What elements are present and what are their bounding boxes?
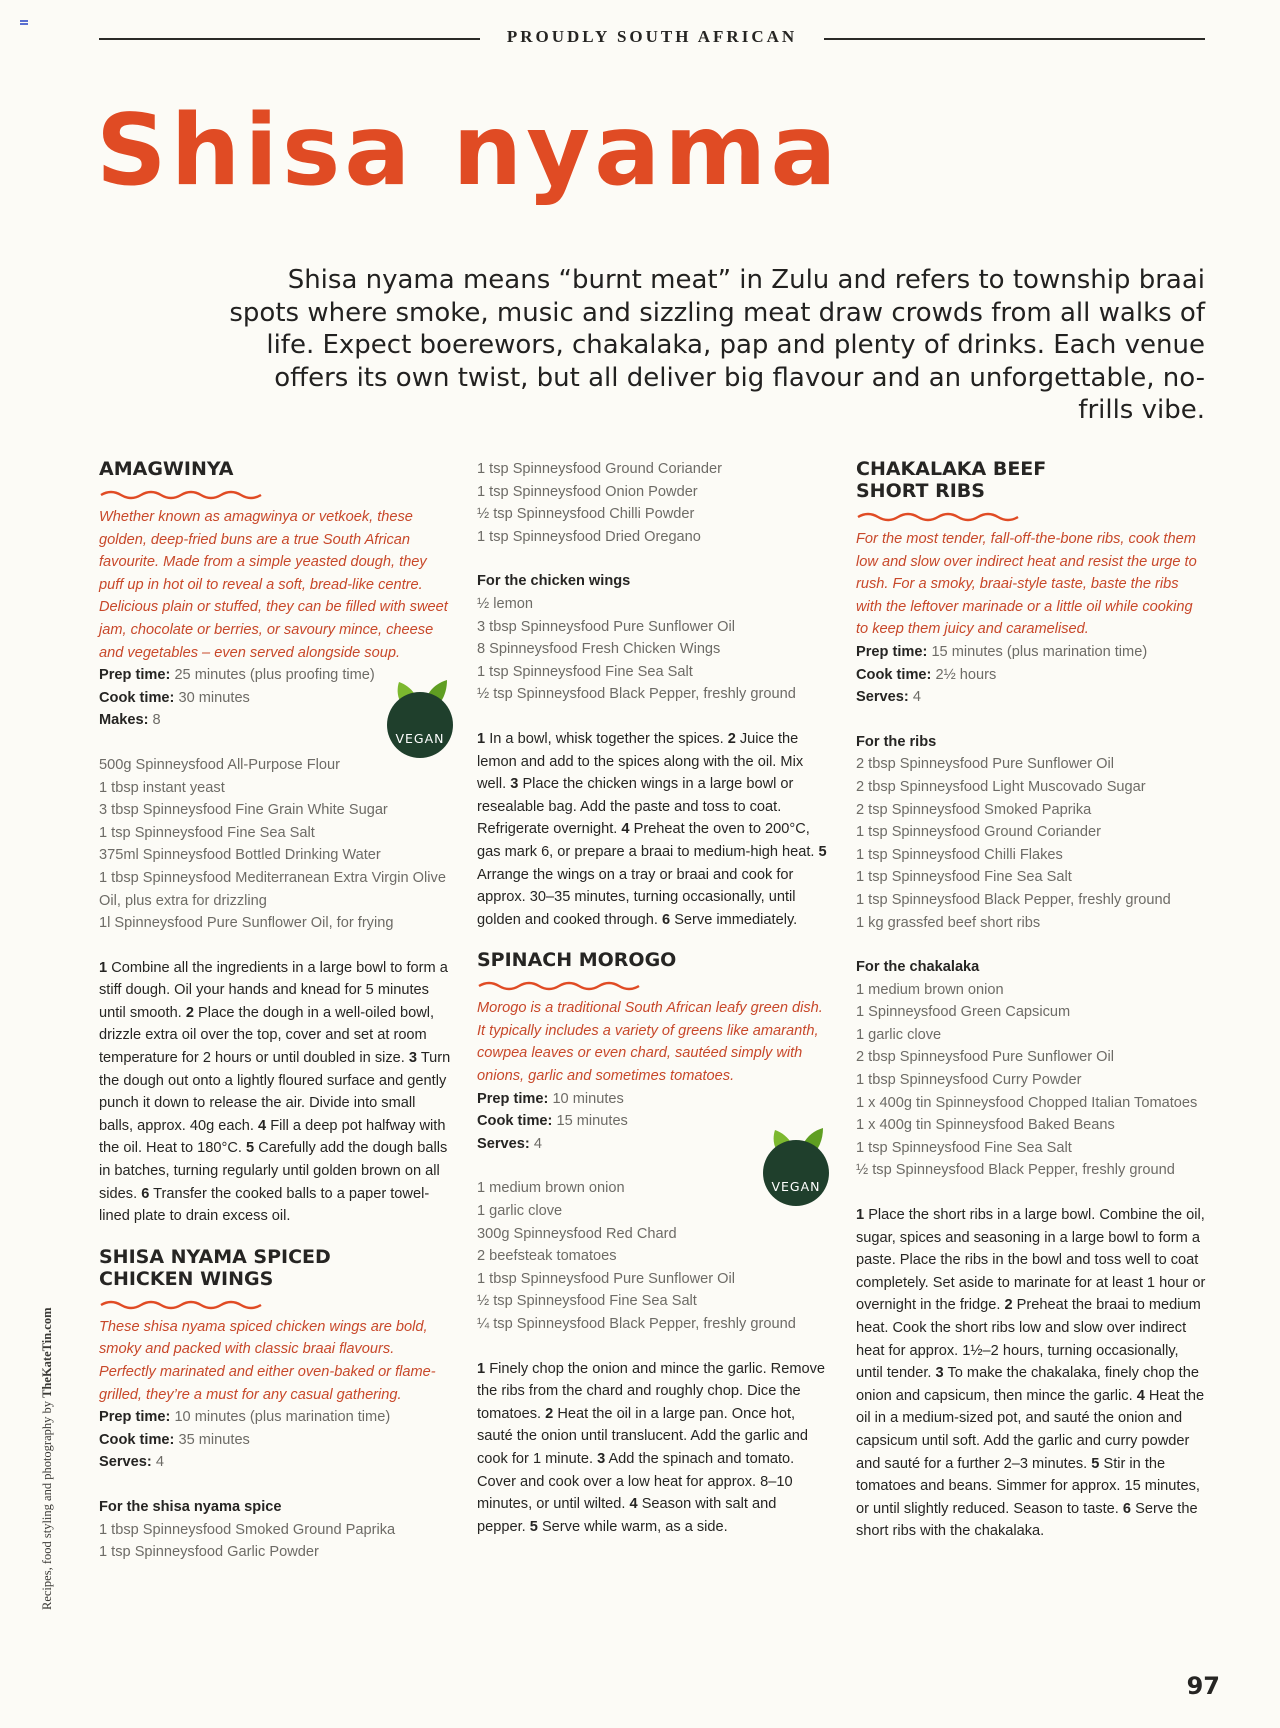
step-text: Turn the dough out onto a lightly floured surface and gently punch it down to release the air. Divide into small balls, approx. 40g each. [99,1050,451,1134]
yield: Makes: 8 [99,712,161,729]
ingredient-subheading: For the shisa nyama spice [99,1498,282,1515]
ingredient-item: 2 tsp Spinneysfood Smoked Paprika [856,801,1092,818]
step-text: Place the short ribs in a large bowl. Combine the oil, sugar, spices and seasoning in a large bowl to form a paste. Place the ribs in the bowl and toss well to coat completely. Set aside to marinate for at least 1 hour or overnight in the fridge. [856,1207,1206,1314]
step-number: 6 [662,911,671,928]
ingredient-item: 1 tbsp Spinneysfood Curry Powder [856,1072,1082,1089]
ingredient-item: 1 tsp Spinneysfood Fine Sea Salt [99,824,315,841]
photo-credit: Recipes, food styling and photography by TheKateTin.com [40,1307,54,1610]
recipe-description: For the most tender, fall-off-the-bone ribs, cook them low and slow over indirect heat and resist the urge to rush. For a smoky, braai-style taste, baste the ribs with the leftover marinade or a little oil while cooking to keep them juicy and caramelised. [856,531,1197,638]
step-text: In a bowl, whisk together the spices. [489,730,724,747]
ingredient-item: ½ tsp Spinneysfood Black Pepper, freshly ground [856,1162,1175,1179]
step-text: Arrange the wings on a tray or braai and cook for approx. 30–35 minutes, turning occasionally, until golden and cooked through. [477,866,796,928]
ingredient-item: 1l Spinneysfood Pure Sunflower Oil, for frying [99,915,394,932]
ingredient-item: 8 Spinneysfood Fresh Chicken Wings [477,641,721,658]
ingredient-item: 1 tbsp Spinneysfood Pure Sunflower Oil [477,1270,735,1287]
prep-time: Prep time: 10 minutes (plus marination time) [99,1409,391,1426]
section-kicker: PROUDLY SOUTH AFRICAN [506,27,798,46]
ingredient-item: 2 tbsp Spinneysfood Light Muscovado Sugar [856,778,1146,795]
step-text: Serve immediately. [674,911,798,928]
recipe-heading: SHISA NYAMA SPICED CHICKEN WINGS [99,1245,331,1290]
step-text: Place the chicken wings in a large bowl or resealable bag. Add the paste and toss to coat. Refrigerate overnight. [477,776,794,838]
method-text [477,1358,827,1539]
step-number: 5 [529,1518,538,1535]
step-number: 3 [597,1450,606,1467]
ingredient-item: 1 tbsp instant yeast [99,779,225,796]
step-text: Heat the oil in a large pan. Once hot, sauté the onion until translucent. Add the garlic and cook for 1 minute. [477,1405,809,1467]
method-text [477,728,827,931]
ingredient-subheading: For the chakalaka [856,959,980,976]
recipe-chicken-wings [99,1246,451,1564]
step-text: Transfer the cooked balls to a paper towel-lined plate to drain excess oil. [99,1185,430,1225]
step-text: Finely chop the onion and mince the garlic. Remove the ribs from the chard and roughly chop. Dice the tomatoes. [477,1360,826,1422]
ingredient-item: 1 tbsp Spinneysfood Mediterranean Extra Virgin Olive Oil, plus extra for drizzling [99,869,446,909]
ingredient-item: ½ tsp Spinneysfood Fine Sea Salt [477,1293,697,1310]
step-text: Carefully add the dough balls in batches, turning regularly until golden brown on all sides. [99,1140,448,1202]
ingredient-item: 3 tbsp Spinneysfood Pure Sunflower Oil [477,618,735,635]
ingredient-item: 1 tbsp Spinneysfood Smoked Ground Paprika [99,1521,396,1538]
recipe-spinach-morogo [477,949,827,1538]
ingredient-item: 1 garlic clove [856,1026,942,1043]
recipe-amagwinya [99,458,451,1228]
vegan-label: VEGAN [387,692,453,758]
page-number: 97 [1186,1672,1220,1700]
wave-divider-icon [99,488,263,502]
step-number: 3 [408,1050,418,1067]
serves: Serves: 4 [99,1454,164,1471]
ingredient-item: 1 kg grassfed beef short ribs [856,914,1041,931]
ingredient-item: 1 medium brown onion [856,981,1004,998]
vegan-badge [763,1124,829,1206]
ingredient-list [99,1519,451,1564]
ingredient-item: ½ tsp Spinneysfood Black Pepper, freshly ground [477,686,796,703]
prep-time: Prep time: 25 minutes (plus proofing time) [99,667,375,684]
step-text: Preheat the braai to medium heat. Cook the short ribs low and slow over indirect heat for approx. 1½–2 hours, turning occasionally, until tender. [856,1297,1201,1382]
ingredient-subheading: For the chicken wings [477,573,631,590]
ingredient-item: 1 x 400g tin Spinneysfood Baked Beans [856,1117,1115,1134]
ingredient-item: 2 beefsteak tomatoes [477,1248,617,1265]
ingredient-item: 1 tsp Spinneysfood Dried Oregano [477,528,701,545]
ingredient-subheading: For the ribs [856,733,937,750]
step-number: 6 [141,1185,150,1202]
ingredient-item: 2 tbsp Spinneysfood Pure Sunflower Oil [856,756,1114,773]
ingredient-item: 1 tsp Spinneysfood Chilli Flakes [856,846,1063,863]
header-rule-right [824,38,1205,40]
ingredient-item: ½ lemon [477,595,533,612]
step-number: 2 [1004,1297,1013,1314]
step-text: Place the dough in a well-oiled bowl, drizzle extra oil over the top, cover and set at room temperature for 2 hours or until doubled in size. [99,1004,435,1067]
step-text: Fill a deep pot halfway with the oil. Heat to 180°C. [99,1117,446,1157]
step-number: 1 [99,959,108,976]
cook-time: Cook time: 35 minutes [99,1431,250,1448]
ingredient-item: 1 tsp Spinneysfood Fine Sea Salt [856,1139,1072,1156]
column-3 [856,458,1206,1543]
step-text: Stir in the tomatoes and beans. Simmer for approx. 15 minutes, or until slightly reduced. Season to taste. [856,1455,1200,1517]
step-text: Preheat the oven to 200°C, gas mark 6, or prepare a braai to medium-high heat. [477,821,815,860]
step-text: Season with salt and pepper. [477,1496,777,1535]
recipe-description: Whether known as amagwinya or vetkoek, these golden, deep-fried buns are a true South African favourite. Made from a simple yeasted dough, they puff up in hot oil to reveal a soft, bread-like centre. Delicious plain or stuffed, they can be filled with sweet jam, chocolate or berries, or savoury mince, cheese and vegetables – even served alongside soup. [99,509,448,661]
step-text: Juice the lemon and add to the spices along with the oil. Mix well. [477,730,804,793]
step-number: 1 [477,1360,486,1377]
serves: Serves: 4 [477,1135,542,1152]
step-number: 4 [258,1117,267,1134]
step-number: 4 [1136,1387,1145,1404]
wave-divider-icon [477,979,641,993]
ingredient-item: 1 tsp Spinneysfood Onion Powder [477,483,698,500]
step-number: 1 [477,730,486,747]
step-text: Serve while warm, as a side. [541,1518,728,1535]
wave-divider-icon [99,1298,263,1312]
ingredient-item: 1 Spinneysfood Green Capsicum [856,1004,1071,1021]
recipe-description: These shisa nyama spiced chicken wings are bold, smoky and packed with classic braai flavours. Perfectly marinated and either oven-baked or flame-grilled, they’re a must for any casual gathering. [99,1318,436,1403]
ingredient-item: 1 tsp Spinneysfood Ground Coriander [856,824,1102,841]
step-text: Add the spinach and tomato. Cover and cook over a low heat for approx. 8–10 minutes, or until wilted. [477,1450,795,1513]
cook-time: Cook time: 2½ hours [856,666,997,683]
recipe-heading: AMAGWINYA [99,458,234,480]
header-rule-left [99,38,480,40]
intro-paragraph: Shisa nyama means “burnt meat” in Zulu and refers to township braai spots where smoke, music and sizzling meat draw crowds from all walks of life. Expect boerewors, chakalaka, pap and plenty of drinks. Each venue offers its own twist, but all deliver big flavour and an unforgettable, no-frills vibe. [229,265,1205,425]
ingredient-item: 1 tsp Spinneysfood Black Pepper, freshly ground [856,891,1171,908]
ingredient-list [477,593,827,706]
ingredient-list [856,753,1206,934]
recipe-heading: SPINACH MOROGO [477,949,677,972]
column-2 [477,458,827,1538]
recipe-short-ribs [856,458,1206,1543]
step-text: Serve the short ribs with the chakalaka. [856,1500,1198,1540]
ingredient-item: 375ml Spinneysfood Bottled Drinking Water [99,847,381,864]
vegan-label: VEGAN [763,1140,829,1206]
ingredient-item: ½ tsp Spinneysfood Chilli Powder [477,506,695,523]
step-number: 4 [621,821,630,838]
step-text: Heat the oil in a medium-sized pot, and sauté the onion and capsicum until soft. Add the garlic and curry powder and sauté for a further 2–3 minutes. [856,1387,1205,1472]
step-number: 5 [818,843,827,860]
prep-time: Prep time: 10 minutes [477,1090,624,1107]
step-number: 6 [1122,1500,1132,1517]
ingredient-list [477,458,827,548]
cook-time: Cook time: 30 minutes [99,689,250,706]
recipe-description: Morogo is a traditional South African leafy green dish. It typically includes a variety of greens like amaranth, cowpea leaves or even chard, sautéed simply with onions, garlic and sometimes tomatoes. [477,1000,823,1085]
prep-time: Prep time: 15 minutes (plus marination time) [856,643,1148,660]
step-number: 2 [727,730,736,747]
step-number: 3 [935,1365,944,1382]
column-1 [99,458,451,1564]
ingredient-item: 3 tbsp Spinneysfood Fine Grain White Sugar [99,802,388,819]
serves: Serves: 4 [856,689,921,706]
step-number: 2 [545,1405,554,1422]
step-number: 5 [246,1140,255,1157]
recipe-heading: CHAKALAKA BEEF SHORT RIBS [856,458,1047,502]
ingredient-item: 1 x 400g tin Spinneysfood Chopped Italian Tomatoes [856,1094,1198,1111]
method-text [99,957,451,1228]
ingredient-item: 1 garlic clove [477,1203,563,1220]
ingredient-item: 1 tsp Spinneysfood Fine Sea Salt [477,663,693,680]
ingredient-item: 500g Spinneysfood All-Purpose Flour [99,756,340,773]
ingredient-item: 1 medium brown onion [477,1180,625,1197]
step-number: 2 [185,1004,194,1021]
menu-icon[interactable] [20,20,28,26]
step-number: 1 [856,1207,865,1224]
step-number: 5 [1091,1455,1100,1472]
cook-time: Cook time: 15 minutes [477,1113,628,1130]
method-text [856,1204,1206,1543]
ingredient-list [99,754,451,935]
ingredient-item: 300g Spinneysfood Red Chard [477,1225,677,1242]
wave-divider-icon [856,510,1020,524]
ingredient-item: ¼ tsp Spinneysfood Black Pepper, freshly ground [477,1316,796,1332]
step-number: 4 [629,1496,638,1513]
ingredient-item: 1 tsp Spinneysfood Fine Sea Salt [856,869,1072,886]
ingredient-item: 1 tsp Spinneysfood Ground Coriander [477,461,723,477]
ingredient-item: 2 tbsp Spinneysfood Pure Sunflower Oil [856,1049,1114,1066]
step-number: 3 [510,776,519,793]
ingredient-item: 1 tsp Spinneysfood Garlic Powder [99,1544,319,1561]
vegan-badge [387,676,453,758]
ingredient-list [856,979,1206,1182]
step-text: Combine all the ingredients in a large bowl to form a stiff dough. Oil your hands and knead for 5 minutes until smooth. [99,959,448,1021]
page-title: Shisa nyama [96,94,841,208]
step-text: To make the chakalaka, finely chop the onion and capsicum, then mince the garlic. [856,1365,1199,1404]
